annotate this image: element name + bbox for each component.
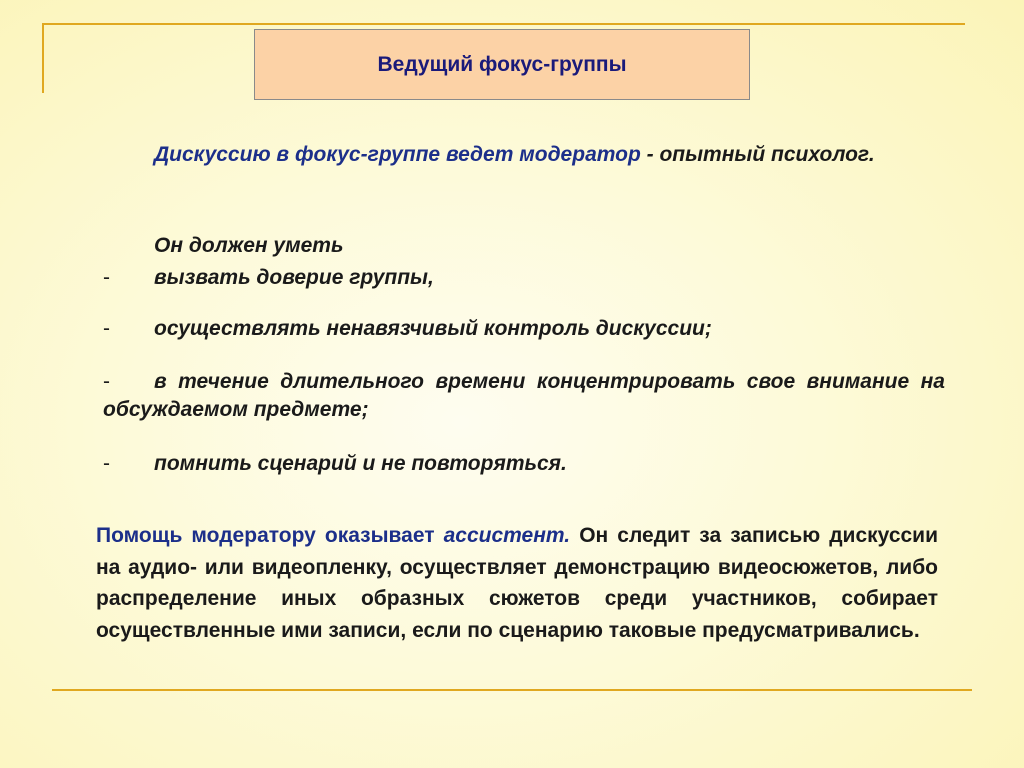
bullet-text: вызвать доверие группы, — [154, 266, 434, 289]
bullet-item — [103, 264, 945, 292]
bullet-dash: - — [103, 266, 110, 289]
slide-title-text: Ведущий фокус-группы — [377, 52, 627, 76]
bullet-item — [103, 368, 945, 424]
bullet-text: осуществлять ненавязчивый контроль дискуссии; — [154, 317, 712, 340]
bullet-dash: - — [103, 317, 110, 340]
assistant-rest: Он следит за записью дискуссии на аудио- или видеопленку, осуществляет демонстрацию видеосюжетов, либо распределение иных образных сюжетов среди участников, собирает осуществленные ими записи, если по сценарию таковые предусматривались. — [96, 524, 938, 642]
intro-paragraph — [103, 141, 945, 169]
intro-rest: - опытный психолог. — [640, 143, 875, 166]
moderator-phrase: Дискуссию в фокус-группе ведет модератор — [154, 143, 641, 166]
bullet-dash: - — [103, 370, 110, 393]
bullet-item — [103, 315, 945, 343]
left-rule — [42, 23, 44, 93]
slide-title — [254, 29, 750, 100]
assistant-role: ассистент. — [443, 524, 571, 547]
bottom-rule — [52, 689, 972, 691]
bullet-dash: - — [103, 452, 110, 475]
top-rule — [43, 23, 965, 25]
bullet-text: помнить сценарий и не повторяться. — [154, 452, 567, 475]
assistant-paragraph — [96, 520, 938, 646]
bullet-text: в течение длительного времени концентрировать свое внимание на обсуждаемом предмете; — [103, 370, 945, 421]
assistant-lead: Помощь модератору оказывает — [96, 524, 444, 547]
bullet-item — [103, 450, 945, 478]
must-lead-text: Он должен уметь — [154, 234, 344, 257]
